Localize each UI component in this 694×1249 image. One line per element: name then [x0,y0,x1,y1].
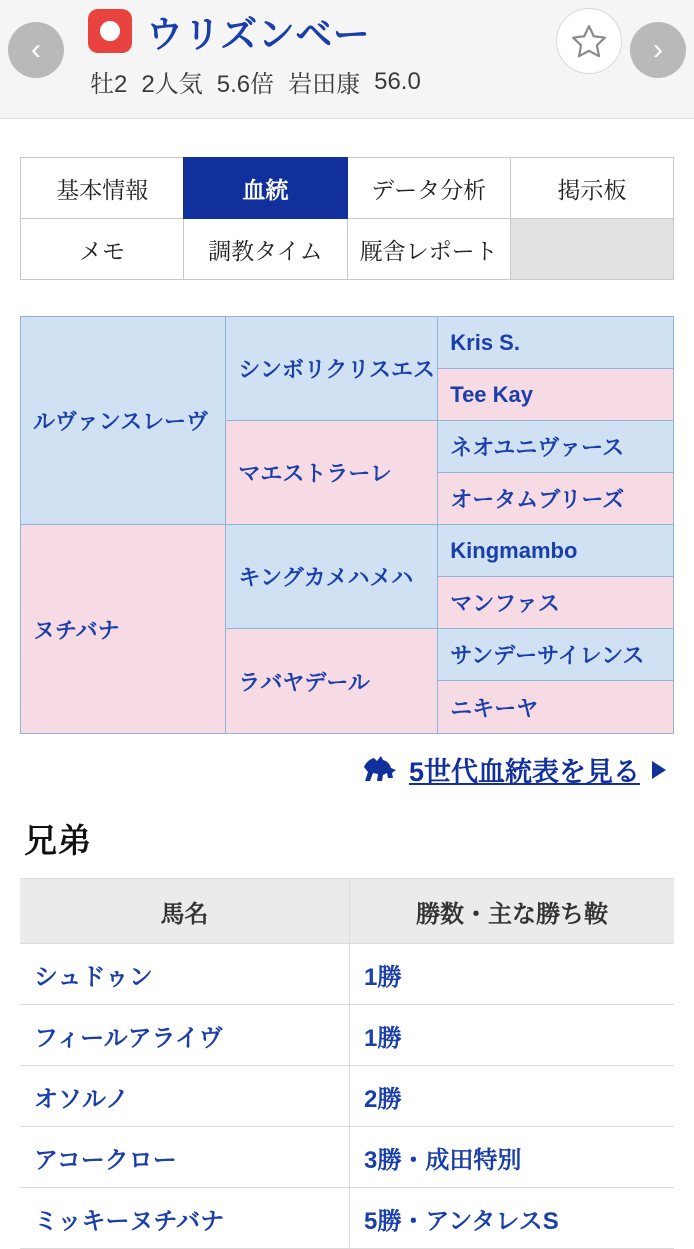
table-row[interactable] [20,1066,674,1127]
horse-details [88,64,606,99]
sibling-wins: 5勝・アンタレスS [350,1188,675,1249]
pedigree-table [20,316,674,734]
pedigree-cell-g3-3[interactable]: ネオユニヴァース [438,421,673,473]
pedigree-cell-dam[interactable]: ヌチバナ [21,525,226,733]
view-5-generation-pedigree-link[interactable] [361,750,666,789]
pedigree-cell-sire[interactable]: ルヴァンスレーヴ [21,317,226,525]
pedigree-5gen-row [0,734,694,789]
page-title: ウリズンベー [146,14,371,55]
tab-pedigree[interactable]: 血統 [183,157,347,219]
next-horse-button[interactable]: › [630,22,686,78]
sibling-wins: 1勝 [350,944,675,1005]
pedigree-cell-sire-dam[interactable]: マエストラーレ [226,421,438,525]
sibling-wins: 2勝 [350,1066,675,1127]
sibling-name[interactable]: フィールアライヴ [20,1005,350,1066]
horse-title-row [88,0,606,62]
favorite-button[interactable] [556,8,622,74]
prev-horse-button[interactable]: ‹ [8,22,64,78]
star-outline-icon [570,22,608,60]
pedigree-cell-g3-1[interactable]: Kris S. [438,317,673,369]
siblings-header-wins: 勝数・主な勝ち鞍 [350,879,675,944]
siblings-header-name: 馬名 [20,879,350,944]
pedigree-cell-sire-sire[interactable]: シンボリクリスエス [226,317,438,421]
horse-header [0,0,694,119]
siblings-header-row [20,879,674,944]
pedigree-cell-g3-7[interactable]: サンデーサイレンス [438,629,673,681]
pedigree-cell-dam-dam[interactable]: ラバヤデール [226,629,438,733]
horse-detail-jockey: 岩田康 [288,71,361,98]
horse-icon [361,755,401,785]
sibling-wins: 3勝・成田特別 [350,1127,675,1188]
tab-training-time[interactable]: 調教タイム [183,218,347,280]
siblings-table [20,878,674,1249]
tab-data-analysis[interactable]: データ分析 [347,157,511,219]
horse-detail-popularity: 2人気 [141,71,203,98]
horse-detail-odds: 5.6倍 [216,71,275,98]
pedigree-generation-3 [438,317,673,733]
chevron-right-icon [652,761,666,779]
table-row[interactable] [20,1188,674,1249]
tab-row-2 [20,219,674,280]
pedigree-cell-g3-8[interactable]: ニキーヤ [438,681,673,733]
pedigree-cell-dam-sire[interactable]: キングカメハメハ [226,525,438,629]
tab-memo[interactable]: メモ [20,218,184,280]
pedigree-cell-g3-2[interactable]: Tee Kay [438,369,673,421]
tab-bar [0,119,694,280]
sibling-wins: 1勝 [350,1005,675,1066]
table-row[interactable] [20,944,674,1005]
tab-basic-info[interactable]: 基本情報 [20,157,184,219]
tab-board[interactable]: 掲示板 [510,157,674,219]
horse-detail-weight: 56.0 [374,67,421,95]
horse-detail-sex-age: 牡2 [90,71,128,98]
pedigree-cell-g3-4[interactable]: オータムブリーズ [438,473,673,525]
sibling-name[interactable]: オソルノ [20,1066,350,1127]
pedigree-cell-g3-6[interactable]: マンファス [438,577,673,629]
view-5-generation-pedigree-label: 5世代血統表を見る [408,757,640,787]
sibling-name[interactable]: シュドゥン [20,944,350,1005]
tab-empty [510,218,674,280]
sibling-name[interactable]: アコークロー [20,1127,350,1188]
tab-row-1 [20,157,674,219]
pedigree-generation-1 [21,317,226,733]
tab-stable-report[interactable]: 厩舎レポート [347,218,511,280]
red-circle-mark-icon[interactable] [88,9,132,53]
pedigree-section [0,280,694,734]
siblings-section-title: 兄弟 [24,822,92,859]
pedigree-cell-g3-5[interactable]: Kingmambo [438,525,673,577]
sibling-name[interactable]: ミッキーヌチバナ [20,1188,350,1249]
pedigree-generation-2 [226,317,438,733]
table-row[interactable] [20,1005,674,1066]
table-row[interactable] [20,1127,674,1188]
